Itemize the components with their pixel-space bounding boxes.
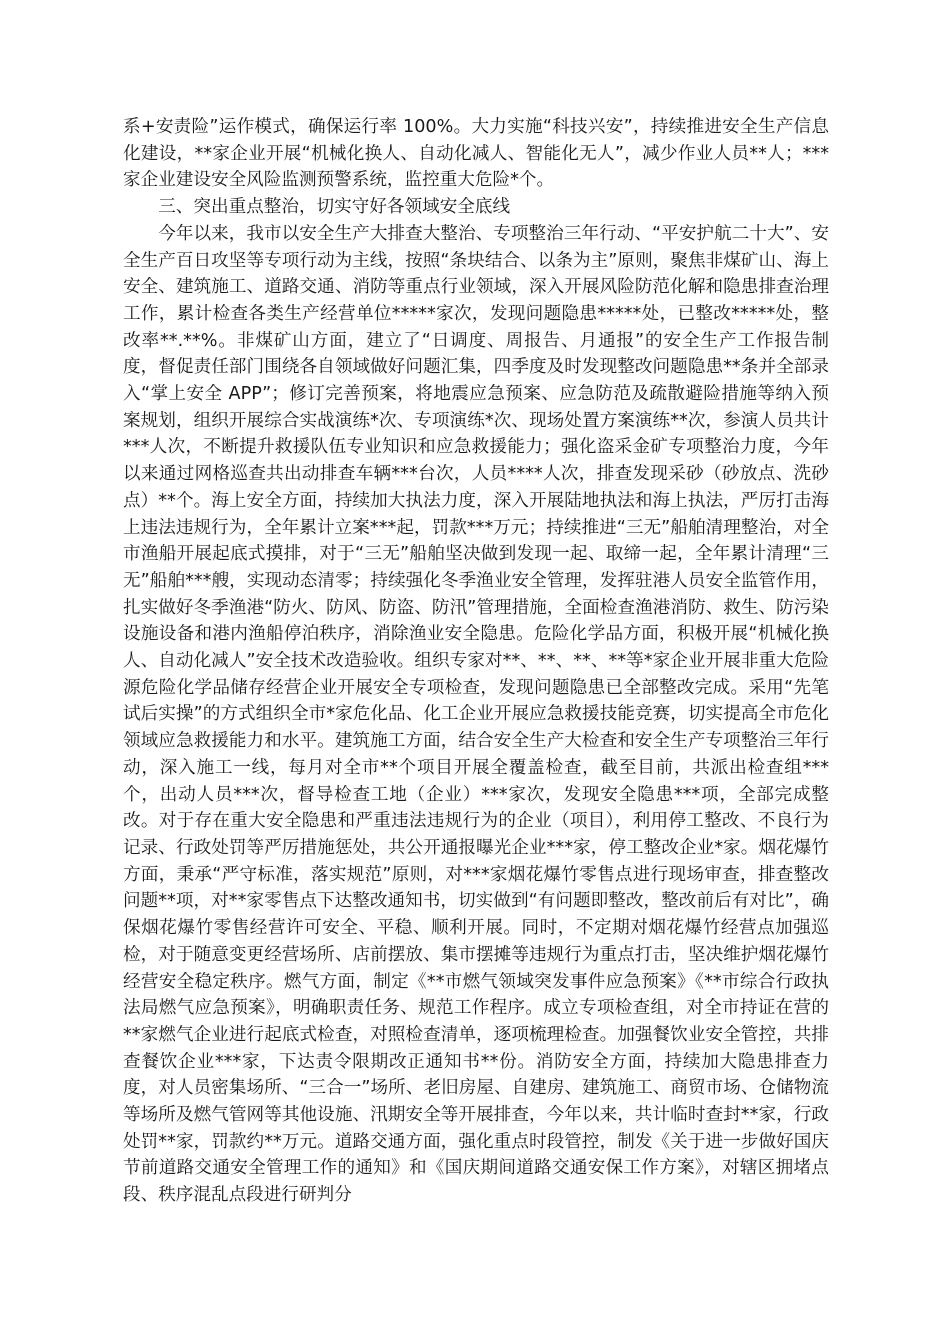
body-paragraph: 今年以来，我市以安全生产大排查大整治、专项整治三年行动、“平安护航二十大”、安全生产百日攻坚等专项行动为主线，按照“条块结合、以条为主”原则，聚焦非煤矿山、海上安全、建筑施工、道路交通、消防等重点行业领域，深入开展风险防范化解和隐患排查治理工作，累计检查各类生产经营单位*****家次，发现问题隐患*****处，已整改*****处，整改率**.**%。非煤矿山方面，建立了“日调度、周报告、月通报”的安全生产工作报告制度，督促责任部门围绕各自领域做好问题汇集，四季度及时发现整改问题隐患**条并全部录入“掌上安全 APP”；修订完善预案，将地震应急预案、应急防范及疏散避险措施等纳入预案规划，组织开展综合实战演练*次、专项演练*次、现场处置方案演练**次，参演人员共计***人次，不断提升救援队伍专业知识和应急救援能力；强化盗采金矿专项整治力度，今年以来通过网格巡查共出动排查车辆***台次，人员****人次，排查发现采砂（砂放点、洗砂点）**个。海上安全方面，持续加大执法力度，深入开展陆地执法和海上执法，严厉打击海上违法违规行为，全年累计立案***起，罚款***万元；持续推进“三无”船舶清理整治，对全市渔船开展起底式摸排，对于“三无”船舶坚决做到发现一起、取缔一起，全年累计清理“三无”船舶***艘，实现动态清零；持续强化冬季渔业安全管理，发挥驻港人员安全监管作用，扎实做好冬季渔港“防火、防风、防盗、防汛”管理措施，全面检查渔港消防、救生、防污染设施设备和港内渔船停泊秩序，消除渔业安全隐患。危险化学品方面，积极开展“机械化换人、自动化减人”安全技术改造验收。组织专家对**、**、**、**等*家企业开展非重大危险源危险化学品储存经营企业开展安全专项检查，发现问题隐患已全部整改完成。采用“先笔试后实操”的方式组织全市*家危化品、化工企业开展应急救援技能竞赛，切实提高全市危化领域应急救援能力和水平。建筑施工方面，结合安全生产大检查和安全生产专项整治三年行动，深入施工一线，每月对全市**个项目开展全覆盖检查，截至目前，共派出检查组***个，出动人员***次，督导检查工地（企业）***家次，发现安全隐患***项，全部完成整改。对于存在重大安全隐患和严重违法违规行为的企业（项目），利用停工整改、不良行为记录、行政处罚等严厉措施惩处，共公开通报曝光企业***家，停工整改企业*家。烟花爆竹方面，秉承“严守标准，落实规范”原则，对***家烟花爆竹零售点进行现场审查，排查整改问题**项，对**家零售点下达整改通知书，切实做到“有问题即整改，整改前后有对比”，确保烟花爆竹零售经营许可安全、平稳、顺利开展。同时，不定期对烟花爆竹经营点加强巡检，对于随意变更经营场所、店前摆放、集市摆摊等违规行为重点打击，坚决维护烟花爆竹经营安全稳定秩序。燃气方面，制定《**市燃气领域突发事件应急预案》《**市综合行政执法局燃气应急预案》，明确职责任务、规范工作程序。成立专项检查组，对全市持证在营的**家燃气企业进行起底式检查，对照检查清单，逐项梳理检查。加强餐饮业安全管控，共排查餐饮企业***家，下达责令限期改正通知书**份。消防安全方面，持续加大隐患排查力度，对人员密集场所、“三合一”场所、老旧房屋、自建房、建筑施工、商贸市场、仓储物流等场所及燃气管网等其他设施、汛期安全等开展排查，今年以来，共计临时查封**家，行政处罚**家，罚款约**万元。道路交通方面，强化重点时段管控，制发《关于进一步做好国庆节前道路交通安全管理工作的通知》和《国庆期间道路交通安保工作方案》，对辖区拥堵点段、秩序混乱点段进行研判分: [123, 223, 829, 1206]
document-page: [123, 114, 829, 1209]
section-heading: 三、突出重点整治，切实守好各领域安全底线: [158, 197, 511, 218]
paragraph-continuation: 系+安责险”运作模式，确保运行率 100%。大力实施“科技兴安”，持续推进安全生产信息化建设，**家企业开展“机械化换人、自动化减人、智能化无人”，减少作业人员**人；***家企业建设安全风险监测预警系统，监控重大危险*个。: [123, 117, 829, 191]
